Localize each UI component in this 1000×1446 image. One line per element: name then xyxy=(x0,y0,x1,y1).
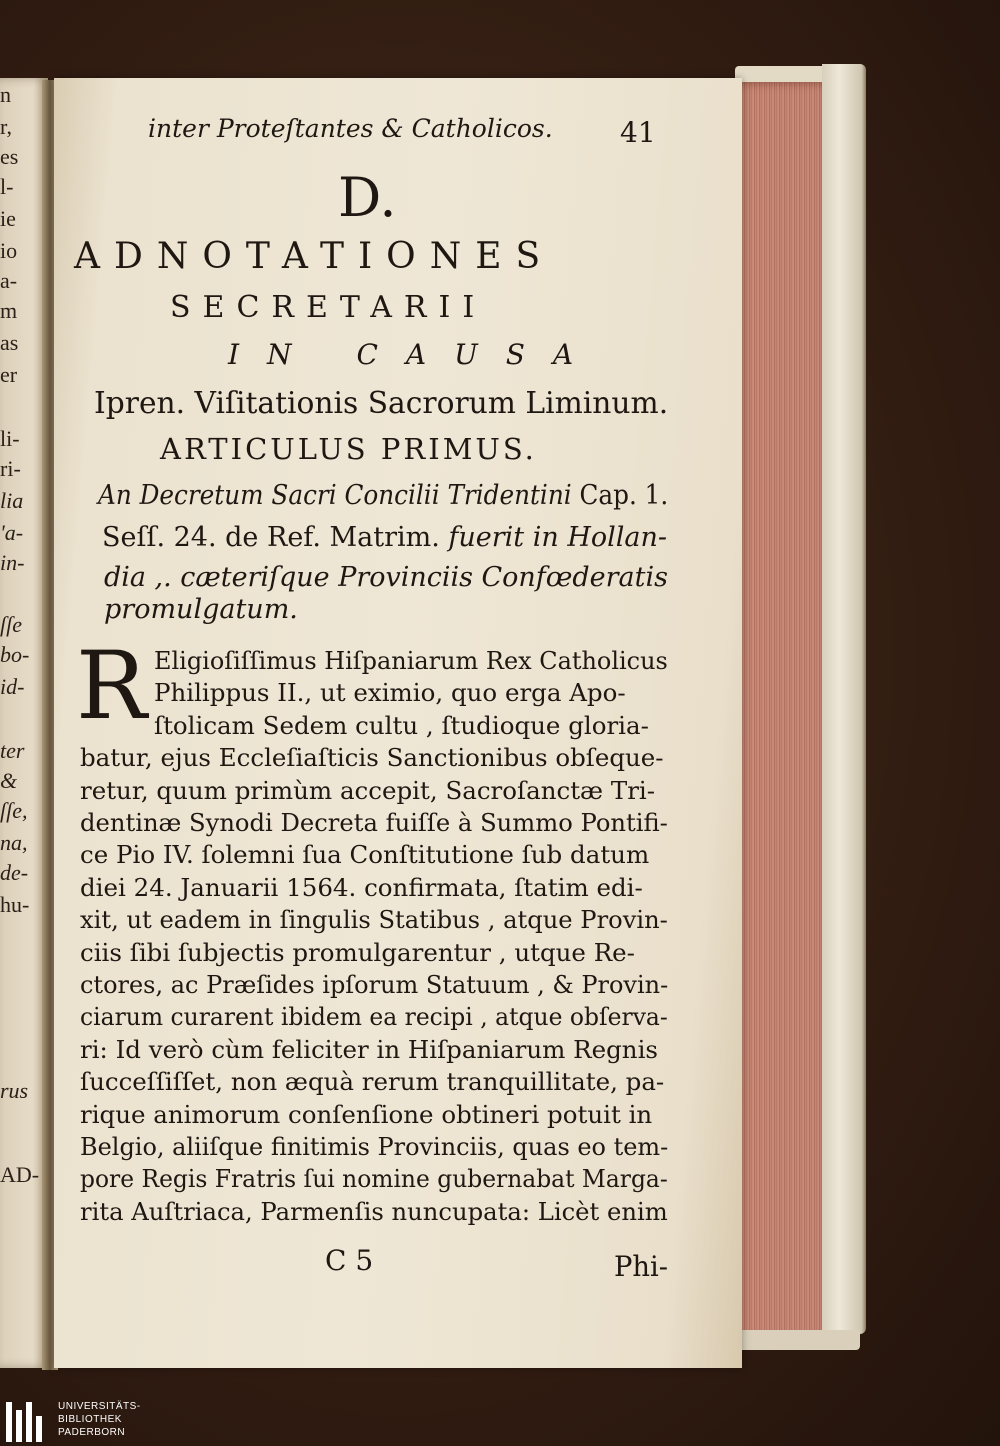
body-line: pore Regis Fratris ſui nomine gubernabat Marga- xyxy=(80,1164,668,1194)
left-page-fragment-text: bo- xyxy=(0,642,30,667)
body-line: retur, quum primùm accepit, Sacroſanctæ Tri- xyxy=(80,775,656,805)
signature-mark: C 5 xyxy=(325,1244,374,1277)
body-line: ri: Id verò cùm feliciter in Hiſpaniarum Regnis xyxy=(80,1034,658,1064)
body-line: ciis ſibi ſubjectis promulgarentur , utque Re- xyxy=(80,937,635,967)
left-page-fragment-text: ſſe, xyxy=(0,798,28,823)
question-italic: An Decretum Sacri Concilii Tridentini xyxy=(98,480,572,511)
drop-cap: R xyxy=(76,632,147,741)
left-page-fragment-text: rus xyxy=(0,1078,29,1103)
left-page-fragment-text: 'a- xyxy=(0,520,24,545)
logo-text-line: PADERBORN xyxy=(58,1427,126,1438)
left-page-fragment-text: na, xyxy=(0,830,28,855)
left-page-fragment-text: hu- xyxy=(0,892,30,917)
body-line: batur, ejus Eccleſiaſticis Sanctionibus obſeque- xyxy=(80,743,664,773)
left-page-fragment-text: id- xyxy=(0,674,25,699)
left-page-fragment-text: & xyxy=(0,768,18,793)
body-line: rique animorum conſenſione obtineri potuit in xyxy=(80,1099,653,1129)
question-italic: fuerit in Hollan- xyxy=(448,522,668,553)
library-logo xyxy=(0,1396,160,1446)
heading-ipren: Ipren. Viſitationis Sacrorum Liminum. xyxy=(94,386,669,421)
left-page-fragment-text: li- xyxy=(0,426,20,451)
question-roman: Seſſ. 24. de Ref. Matrim. xyxy=(102,522,449,553)
body-line: ctores, ac Præſides ipſorum Statuum , & Provin- xyxy=(80,970,669,999)
left-page-fragment-text: es xyxy=(0,144,19,169)
running-title: inter Proteſtantes & Catholicos. xyxy=(148,114,553,143)
catchword: Phi- xyxy=(614,1250,669,1283)
left-page-fragment-text: er xyxy=(0,362,18,387)
body-line: rita Auſtriaca, Parmenſis nuncupata: Licèt enim xyxy=(80,1196,668,1226)
left-page-fragment-text: r, xyxy=(0,114,12,139)
left-page-fragment-text: ie xyxy=(0,206,16,231)
heading-articulus: ARTICULUS PRIMUS. xyxy=(160,432,537,466)
question-roman: Cap. 1. xyxy=(571,480,669,511)
left-page-fragment-text: as xyxy=(0,330,19,355)
section-letter: D. xyxy=(338,166,397,229)
page-edges xyxy=(730,82,828,1340)
left-page-fragment-text: a- xyxy=(0,268,18,293)
left-page-fragment-text: lia xyxy=(0,488,24,513)
left-page-fragment-text: m xyxy=(0,298,18,323)
body-line: xit, ut eadem in ſingulis Statibus , atque Provin- xyxy=(80,905,668,935)
heading-adnotationes: ADNOTATIONES xyxy=(74,236,555,277)
left-page-fragment-text: de- xyxy=(0,860,29,885)
body-line: ce Pio IV. ſolemni ſua Conſtitutione ſub datum xyxy=(80,840,650,870)
left-page-fragment-text: ter xyxy=(0,738,25,763)
heading-in-causa: IN CAUSA xyxy=(228,338,602,371)
cover-bottom-edge xyxy=(735,1330,860,1350)
left-page-fragment-text: in- xyxy=(0,550,25,575)
left-page-fragment-text: l- xyxy=(0,174,14,199)
left-page-fragment-text: AD- xyxy=(0,1162,40,1187)
body-line: dentinæ Synodi Decreta fuiſſe à Summo Pontifi- xyxy=(80,808,668,837)
question-line xyxy=(98,480,668,511)
body-line: Eligioſiſſimus Hiſpaniarum Rex Catholicus xyxy=(154,646,668,675)
question-line: dia ,. cæteriſque Provinciis Confœderatis xyxy=(104,562,668,593)
question-line: promulgatum. xyxy=(104,594,298,625)
question-line xyxy=(102,522,667,553)
logo-text-line: UNIVERSITÄTS- xyxy=(58,1401,141,1412)
page-number: 41 xyxy=(620,116,656,149)
left-page-fragment-text: n xyxy=(0,82,11,107)
logo-mark-icon xyxy=(6,1402,52,1442)
body-line: Belgio, aliiſque finitimis Provinciis, quas eo tem- xyxy=(80,1132,669,1161)
left-page-fragment xyxy=(0,78,48,1368)
body-line: diei 24. Januarii 1564. confirmata, ſtatim edi- xyxy=(80,872,643,902)
heading-secretarii: SECRETARII xyxy=(170,290,487,325)
left-page-fragment-text: ſſe xyxy=(0,612,22,637)
body-line: ſucceſſiſſet, non æquà rerum tranquillitate, pa- xyxy=(80,1067,665,1097)
book-cover-edge xyxy=(822,64,866,1334)
body-line: ſtolicam Sedem cultu , ſtudioque gloria- xyxy=(154,710,649,740)
logo-text-line: BIBLIOTHEK xyxy=(58,1414,122,1425)
left-page-fragment-text: ri- xyxy=(0,456,21,481)
left-page-fragment-text: io xyxy=(0,238,18,263)
body-line: Philippus II., ut eximio, quo erga Apo- xyxy=(154,678,626,708)
body-line: ciarum curarent ibidem ea recipi , atque obſerva- xyxy=(80,1002,668,1032)
